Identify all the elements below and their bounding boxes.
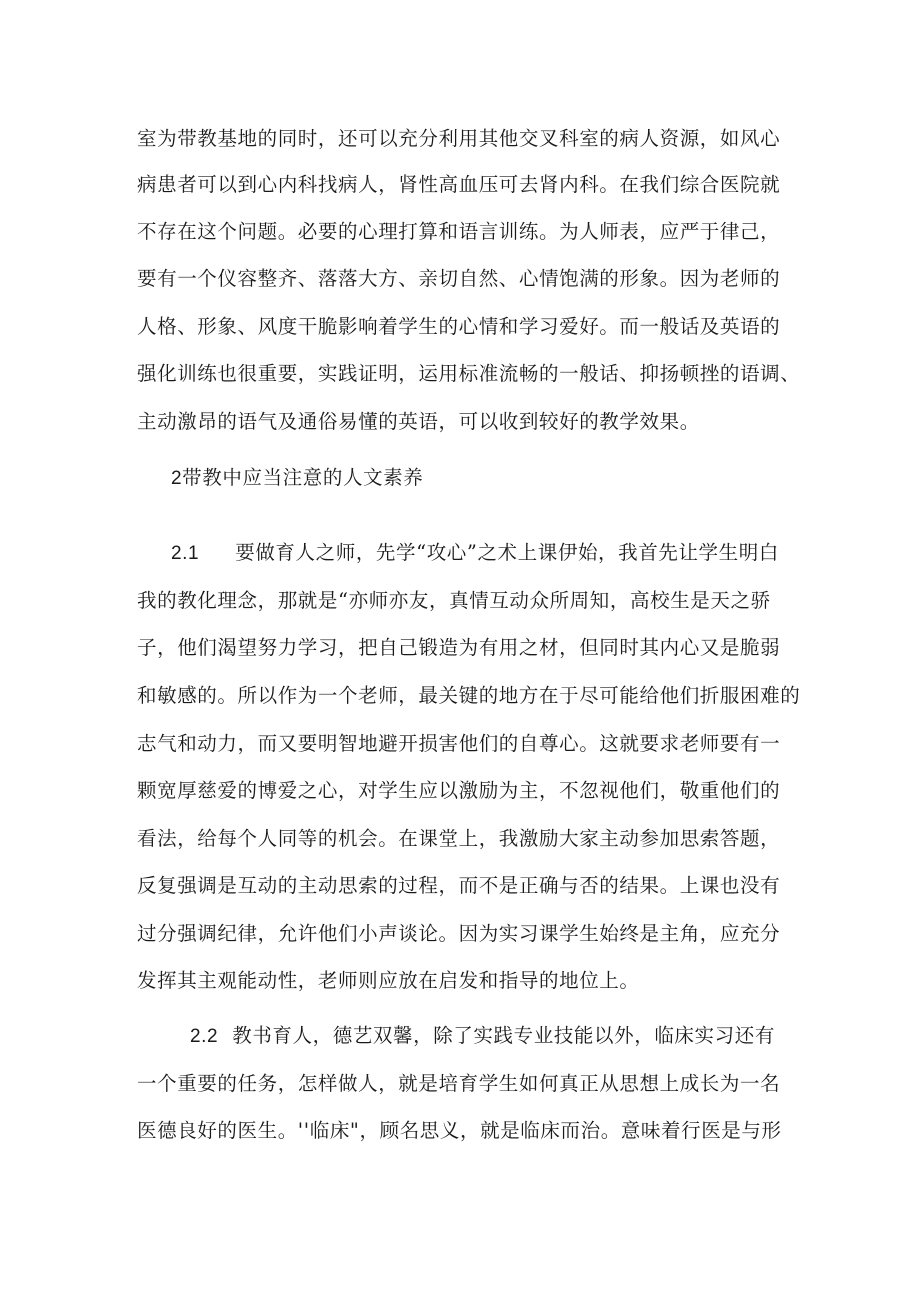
- subsection-2-2-first-line: [190, 1023, 775, 1050]
- subsection-number: 2.2: [190, 1026, 219, 1047]
- paragraph-line: 志气和动力，而又要明智地避开损害他们的自尊心。这就要求老师要有一: [137, 732, 781, 755]
- paragraph-line: 反复强调是互动的主动思索的过程，而不是正确与否的结果。上课也没有: [137, 874, 781, 897]
- paragraph-line: 医德良好的医生。''临床"，顾名思义，就是临床而治。意味着行医是与形: [137, 1119, 782, 1142]
- subsection-text: 教书育人，德艺双馨，除了实践专业技能以外，临床实习还有: [232, 1024, 775, 1047]
- paragraph-line: 室为带教基地的同时，还可以充分利用其他交叉科室的病人资源，如风心: [137, 127, 781, 150]
- paragraph-line: 人格、形象、风度干脆影响着学生的心情和学习爱好。而一般话及英语的: [137, 315, 781, 338]
- paragraph-line: 子，他们渴望努力学习，把自己锻造为有用之材，但同时其内心又是脆弱: [137, 636, 781, 659]
- subsection-number: 2.1: [171, 543, 200, 564]
- subsection-text: 要做育人之师，先学“攻心”之术上课伊始，我首先让学生明白: [235, 541, 779, 564]
- section-title: 带教中应当注意的人文素养: [182, 466, 424, 489]
- paragraph-line: 要有一个仪容整齐、落落大方、亲切自然、心情饱满的形象。因为老师的: [137, 267, 781, 290]
- paragraph-line: 不存在这个问题。必要的心理打算和语言训练。为人师表，应严于律己，: [137, 220, 781, 243]
- paragraph-line: 过分强调纪律，允许他们小声谈论。因为实习课学生始终是主角，应充分: [137, 922, 781, 945]
- paragraph-line: 病患者可以到心内科找病人，肾性高血压可去肾内科。在我们综合医院就: [137, 173, 781, 196]
- paragraph-line: 一个重要的任务，怎样做人，就是培育学生如何真正从思想上成长为一名: [137, 1072, 781, 1095]
- paragraph-line: 和敏感的。所以作为一个老师，最关键的地方在于尽可能给他们折服困难的: [137, 684, 801, 707]
- subsection-2-1-first-line: [171, 540, 779, 567]
- section-heading: [171, 465, 423, 492]
- paragraph-line: 颗宽厚慈爱的博爱之心，对学生应以激励为主，不忽视他们，敬重他们的: [137, 779, 781, 802]
- section-number: 2: [171, 468, 183, 489]
- paragraph-line: 我的教化理念，那就是“亦师亦友，真情互动众所周知，高校生是天之骄: [137, 589, 771, 612]
- paragraph-line: 主动激昂的语气及通俗易懂的英语，可以收到较好的教学效果。: [137, 410, 700, 433]
- paragraph-line: 强化训练也很重要，实践证明，运用标准流畅的一般话、抑扬顿挫的语调、: [137, 362, 801, 385]
- paragraph-line: 看法，给每个人同等的机会。在课堂上，我激励大家主动参加思索答题，: [137, 827, 781, 850]
- paragraph-line: 发挥其主观能动性，老师则应放在启发和指导的地位上。: [137, 969, 640, 992]
